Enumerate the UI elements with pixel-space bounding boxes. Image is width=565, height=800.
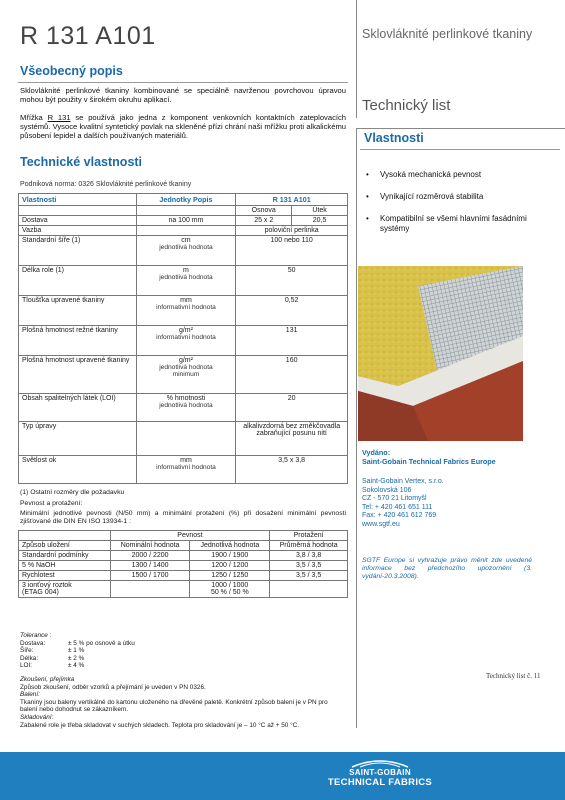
table-row <box>19 581 348 598</box>
cell-value: 0,52 <box>236 296 348 326</box>
cell-single <box>190 581 270 598</box>
packaging-title: Balení: <box>20 691 40 699</box>
method-line-2: (ETAG 004) <box>22 589 59 596</box>
cell-value: poloviční perlinka <box>236 226 348 236</box>
unit-desc: informativní hodnota <box>156 304 216 311</box>
cell-average: 3,8 / 3,8 <box>270 551 348 561</box>
feature-item: • Vysoká mechanická pevnost <box>366 170 556 180</box>
feature-list <box>366 170 556 246</box>
cell-unit <box>136 394 236 422</box>
address-block <box>362 478 444 530</box>
phone-line: Tel: + 420 461 651 111 <box>362 503 433 511</box>
cell-method: Standardní podmínky <box>19 551 111 561</box>
tolerance-row <box>20 640 135 648</box>
section-divider <box>18 82 348 83</box>
table-footnote: (1) Ostatní rozměry dle požadavku <box>20 489 125 496</box>
table-row <box>19 561 348 571</box>
unit-desc: informativní hodnota <box>156 464 216 471</box>
cell-value: 3,5 x 3,8 <box>236 456 348 484</box>
table-row <box>19 296 348 326</box>
col-header-value: R 131 A101 <box>236 194 348 206</box>
sheet-number: Technický list č. 11 <box>486 672 541 680</box>
cell-average: 3,5 / 3,5 <box>270 561 348 571</box>
unit-main: g/m² <box>178 357 193 364</box>
unit-main: % hmotnosti <box>166 395 206 402</box>
cell-method: Rychlotest <box>19 571 111 581</box>
cell-prop: Plošná hmotnost režné tkaniny <box>19 326 137 356</box>
storage-text: Zabalené role je třeba skladovat v suchých skladech. Teplota pro skladování je – 10 °C až + 50 °C. <box>20 721 300 729</box>
address-line: Sokolovská 106 <box>362 486 412 494</box>
header-nominal: Nominální hodnota <box>110 541 190 551</box>
cell-value: 131 <box>236 326 348 356</box>
cell-prop: Typ úpravy <box>19 422 137 456</box>
general-paragraph-2 <box>20 113 346 140</box>
strength-table <box>18 530 348 598</box>
tol-value: ± 4 % <box>68 662 85 670</box>
issued-label: Vydáno: <box>362 448 391 457</box>
single-line-2: 50 % / 50 % <box>210 589 249 596</box>
unit-main: g/m² <box>178 327 193 334</box>
cell-unit <box>136 422 236 456</box>
cell-single: 1900 / 1900 <box>190 551 270 561</box>
logo-line-1: SAINT-GOBAIN <box>349 768 411 777</box>
header-average: Průměrná hodnota <box>270 541 348 551</box>
tol-value: ± 1 % <box>68 647 85 655</box>
table-header-row <box>19 531 348 541</box>
product-code-title: R 131 A101 <box>20 22 156 50</box>
test-text: Způsob zkoušení, odběr vzorků a přejímání je uveden v PN 0326. <box>20 683 206 691</box>
packaging-text: Tkaniny jsou baleny vertikálně do kartonu uloženého na dřevěné paletě. Konkrétní způsob balení je v PN pro balení nebo dohodnut se zákazníkem. <box>20 698 328 714</box>
table-subheader-row <box>19 206 348 216</box>
tol-value: ± 2 % <box>68 654 85 662</box>
cell-prop: Světlost ok <box>19 456 137 484</box>
tol-key: Délka: <box>20 654 39 662</box>
cell-prop: Tloušťka upravené tkaniny <box>19 296 137 326</box>
column-divider <box>356 128 357 728</box>
p2-rest: se používá jako jedna z komponent venkovních kontaktních zateplovacích systémů. Vysoce kvalitní syntetický povlak na skleněné přízi chrání naši mřížku proti alkalickému působení lepidel a dalších používaných materiálů. <box>20 113 346 140</box>
unit-main: mm <box>180 457 192 464</box>
test-title: Zkoušení, přejímka <box>20 676 75 683</box>
logo-line-2: TECHNICAL FABRICS <box>327 777 433 788</box>
cell-unit <box>136 236 236 266</box>
cell-unit <box>136 296 236 326</box>
logo-arc-icon <box>350 758 410 768</box>
cell-value: 20 <box>236 394 348 422</box>
features-divider <box>360 149 560 150</box>
header-divider <box>356 0 357 118</box>
cell-unit <box>136 326 236 356</box>
unit-desc: jednotlivá hodnota <box>159 402 213 409</box>
cell-prop: Standardní šíře (1) <box>19 236 137 266</box>
header-method: Způsob uložení <box>19 541 111 551</box>
cell-unit <box>136 266 236 296</box>
cell-value: 100 nebo 110 <box>236 236 348 266</box>
col-header-property: Vlastnosti <box>19 194 137 206</box>
issuer-name: Saint-Gobain Technical Fabrics Europe <box>362 457 496 466</box>
company-logo <box>305 758 455 794</box>
strength-description: Minimální jednotlivé pevnosti (N/50 mm) a minimální protažení (%) při dosažení minimální pevnosti zjišťované dle DIN EN ISO 13934-1 : <box>20 510 346 525</box>
unit-main: m <box>183 267 189 274</box>
table-row <box>19 551 348 561</box>
cell-prop: Plošná hmotnost upravené tkaniny <box>19 356 137 394</box>
right-panel-top-rule <box>356 128 565 129</box>
cell-nominal: 1500 / 1700 <box>110 571 190 581</box>
cell-unit <box>136 456 236 484</box>
feature-item: • Vynikající rozměrová stabilita <box>366 192 556 202</box>
method-line-1: 3 ionťový roztok <box>22 582 72 589</box>
address-line: Saint-Gobain Vertex, s.r.o. <box>362 478 444 485</box>
tolerance-block <box>20 632 135 670</box>
p2-product-code: R 131 <box>47 113 71 122</box>
address-line: CZ - 570 21 Litomyšl <box>362 495 427 503</box>
tolerance-row <box>20 647 135 655</box>
feature-item: • Kompatibilní se všemi hlavními fasádními systémy <box>366 214 556 234</box>
section-title-technical: Technické vlastnosti <box>20 155 143 169</box>
unit-main: cm <box>181 237 191 244</box>
sub-header-warp: Osnova <box>236 206 292 216</box>
header-elongation: Protažení <box>270 531 348 541</box>
cell-nominal: 1300 / 1400 <box>110 561 190 571</box>
table-row <box>19 216 348 226</box>
unit-desc: informativní hodnota <box>156 334 216 341</box>
issued-block <box>362 448 496 466</box>
cell-prop: Obsah spalitelných látek (LOI) <box>19 394 137 422</box>
cell-method <box>19 581 111 598</box>
tol-key: Dostava: <box>20 639 46 647</box>
company-norm: Podniková norma: 0326 Sklovláknité perlinkové tkaniny <box>20 181 192 188</box>
cell-prop: Dostava <box>19 216 137 226</box>
table-row <box>19 571 348 581</box>
unit-desc: jednotlivá hodnota <box>159 244 213 251</box>
footer-bar <box>0 752 565 800</box>
cell-unit: na 100 mm <box>136 216 236 226</box>
cell-single: 1200 / 1200 <box>190 561 270 571</box>
tolerance-row <box>20 655 135 663</box>
table-row <box>19 236 348 266</box>
cell-warp: 25 x 2 <box>236 216 292 226</box>
section-title-features: Vlastnosti <box>364 131 424 145</box>
mesh-facade-illustration <box>358 266 523 441</box>
tolerance-title: Tolerance : <box>20 632 52 639</box>
table-row <box>19 226 348 236</box>
unit-desc-2: minimum <box>172 371 200 378</box>
section-title-general: Všeobecný popis <box>20 64 123 78</box>
unit-desc: jednotlivá hodnota <box>159 274 213 281</box>
table-row <box>19 326 348 356</box>
general-paragraph-1: Sklovláknité perlinkové tkaniny kombinované se speciálně navrženou povrchovou úpravou mohou být použity v širokém okruhu aplikací. <box>20 86 346 104</box>
cell-weft: 20,5 <box>292 216 348 226</box>
cell-unit <box>136 226 236 236</box>
table-row <box>19 356 348 394</box>
p2-prefix: Mřížka <box>20 113 48 122</box>
cell-unit <box>136 356 236 394</box>
cell-value: 50 <box>236 266 348 296</box>
cell-method: 5 % NaOH <box>19 561 111 571</box>
storage-title: Skladování: <box>20 713 54 721</box>
header-strength: Pevnost <box>110 531 270 541</box>
table-header-row <box>19 194 348 206</box>
website-line: www.sgtf.eu <box>362 520 400 528</box>
table-row <box>19 394 348 422</box>
table-header-row <box>19 541 348 551</box>
col-header-unit: Jednotky Popis <box>136 194 236 206</box>
cell-average: 3,5 / 3,5 <box>270 571 348 581</box>
properties-table <box>18 193 348 484</box>
notes-block <box>20 676 346 729</box>
single-line-1: 1000 / 1000 <box>211 582 249 589</box>
cell-value: 160 <box>236 356 348 394</box>
tol-key: LOI: <box>20 662 33 670</box>
cell-prop: Vazba <box>19 226 137 236</box>
table-row <box>19 422 348 456</box>
unit-main: mm <box>180 297 192 304</box>
sub-header-weft: Útek <box>292 206 348 216</box>
product-name: Sklovláknité perlinkové tkaniny <box>362 27 533 41</box>
strength-title: Pevnost a protažení: <box>20 500 83 507</box>
document-type: Technický list <box>362 97 451 114</box>
fax-line: Fax: + 420 461 612 769 <box>362 512 437 520</box>
cell-nominal: 2000 / 2200 <box>110 551 190 561</box>
header-single: Jednotlivá hodnota <box>190 541 270 551</box>
tol-key: Šíře: <box>20 647 34 655</box>
cell-single: 1250 / 1250 <box>190 571 270 581</box>
cell-prop: Délka role (1) <box>19 266 137 296</box>
disclaimer: SGTF Europe si vyhrazuje právo měnit zde uvedené informace bez předchozího upozornění (3. vydání-20.3.2008). <box>362 557 532 581</box>
table-row <box>19 456 348 484</box>
cell-value: alkalivzdorná bez změkčovadla zabraňující posunu nití <box>236 422 348 456</box>
tolerance-row <box>20 662 135 670</box>
tol-value: ± 5 % po osnově a útku <box>68 639 135 647</box>
table-row <box>19 266 348 296</box>
unit-desc: jednotlivá hodnota <box>159 364 213 371</box>
product-photo <box>358 266 523 441</box>
